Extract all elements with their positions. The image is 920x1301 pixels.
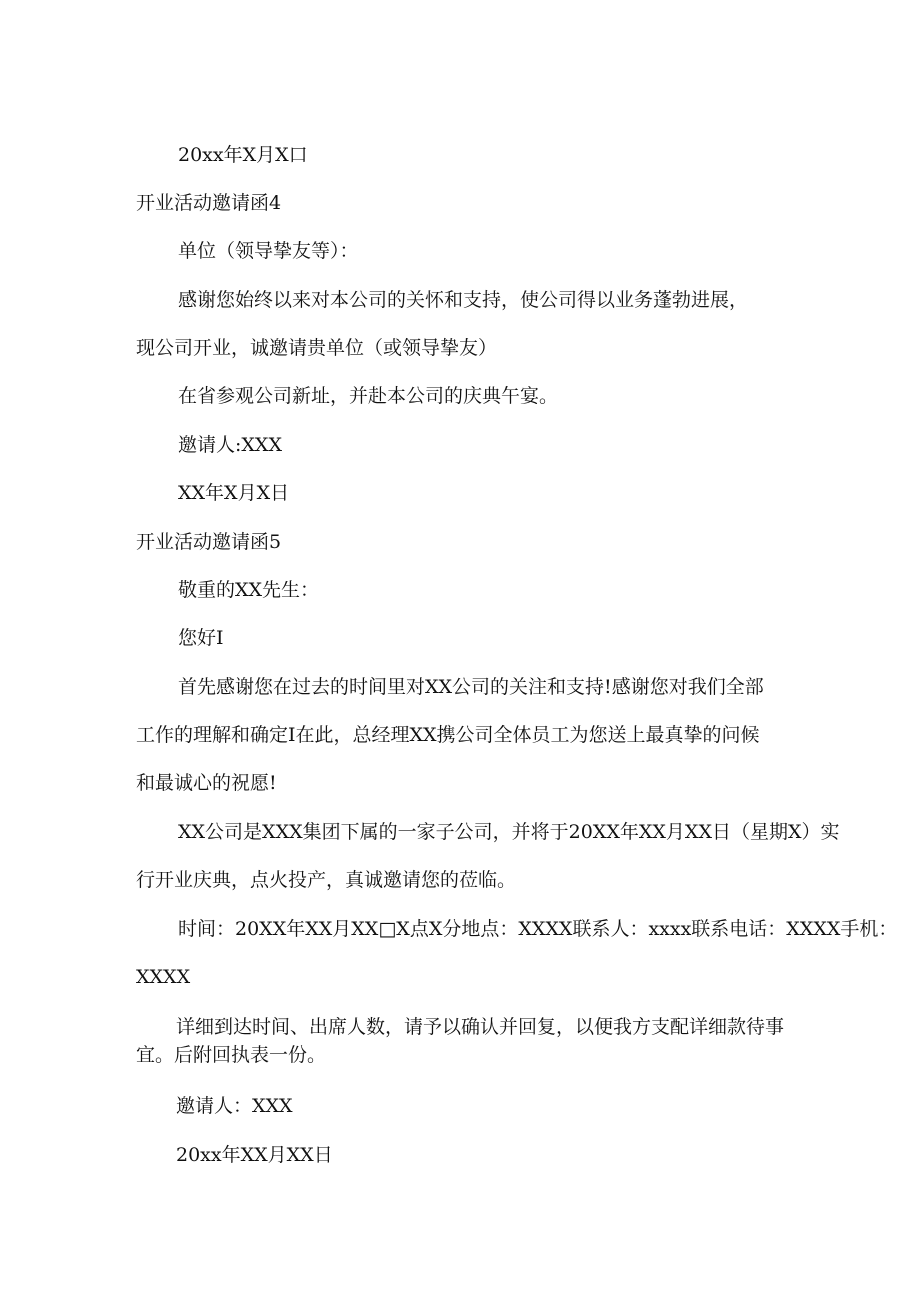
paragraph-5b-line-2: 行开业庆典，点火投产，真诚邀请您的莅临。 [136,869,517,891]
greeting-5: 您好I [178,627,224,649]
paragraph-4a-line-1: 感谢您始终以来对本公司的关怀和支持，使公司得以业务蓬勃进展， [178,289,749,311]
paragraph-5a-line-3: 和最诚心的祝愿! [136,772,277,794]
paragraph-5b-line-1: XX公司是XXX集团下属的一家子公司，并将于20XX年XX月XX日（星期X）实 [178,821,840,843]
inviter-4: 邀请人:XXX [178,434,282,456]
inviter-5: 邀请人：XXX [176,1095,293,1117]
paragraph-5a-line-1: 首先感谢您在过去的时间里对XX公司的关注和支持!感谢您对我们全部 [178,676,764,698]
heading-invitation-4: 开业活动邀请函4 [136,192,282,214]
heading-invitation-5: 开业活动邀请函5 [136,531,282,553]
salutation-4: 单位（领导挚友等）： [178,240,359,262]
paragraph-4a-line-2: 现公司开业，诚邀请贵单位（或领导挚友） [136,337,498,359]
info-line-2: XXXX [136,966,191,988]
info-line-1: 时间：20XX年XX月XX□X点X分地点：XXXX联系人：xxxx联系电话：XXXX手机： [178,918,898,940]
paragraph-4b: 在省参观公司新址，并赴本公司的庆典午宴。 [178,385,559,407]
date-line-top: 20xx年X月X口 [178,144,308,166]
paragraph-5c: 详细到达时间、出席人数，请予以确认并回复，以便我方支配详细款待事宜。后附回执表一份。 [136,1016,785,1066]
date-5: 20xx年XX月XX日 [176,1144,333,1166]
date-4: XX年X月X日 [178,482,290,504]
paragraph-5a-line-2: 工作的理解和确定I在此，总经理XX携公司全体员工为您送上最真挚的问候 [136,724,760,746]
salutation-5: 敬重的XX先生： [178,579,320,601]
